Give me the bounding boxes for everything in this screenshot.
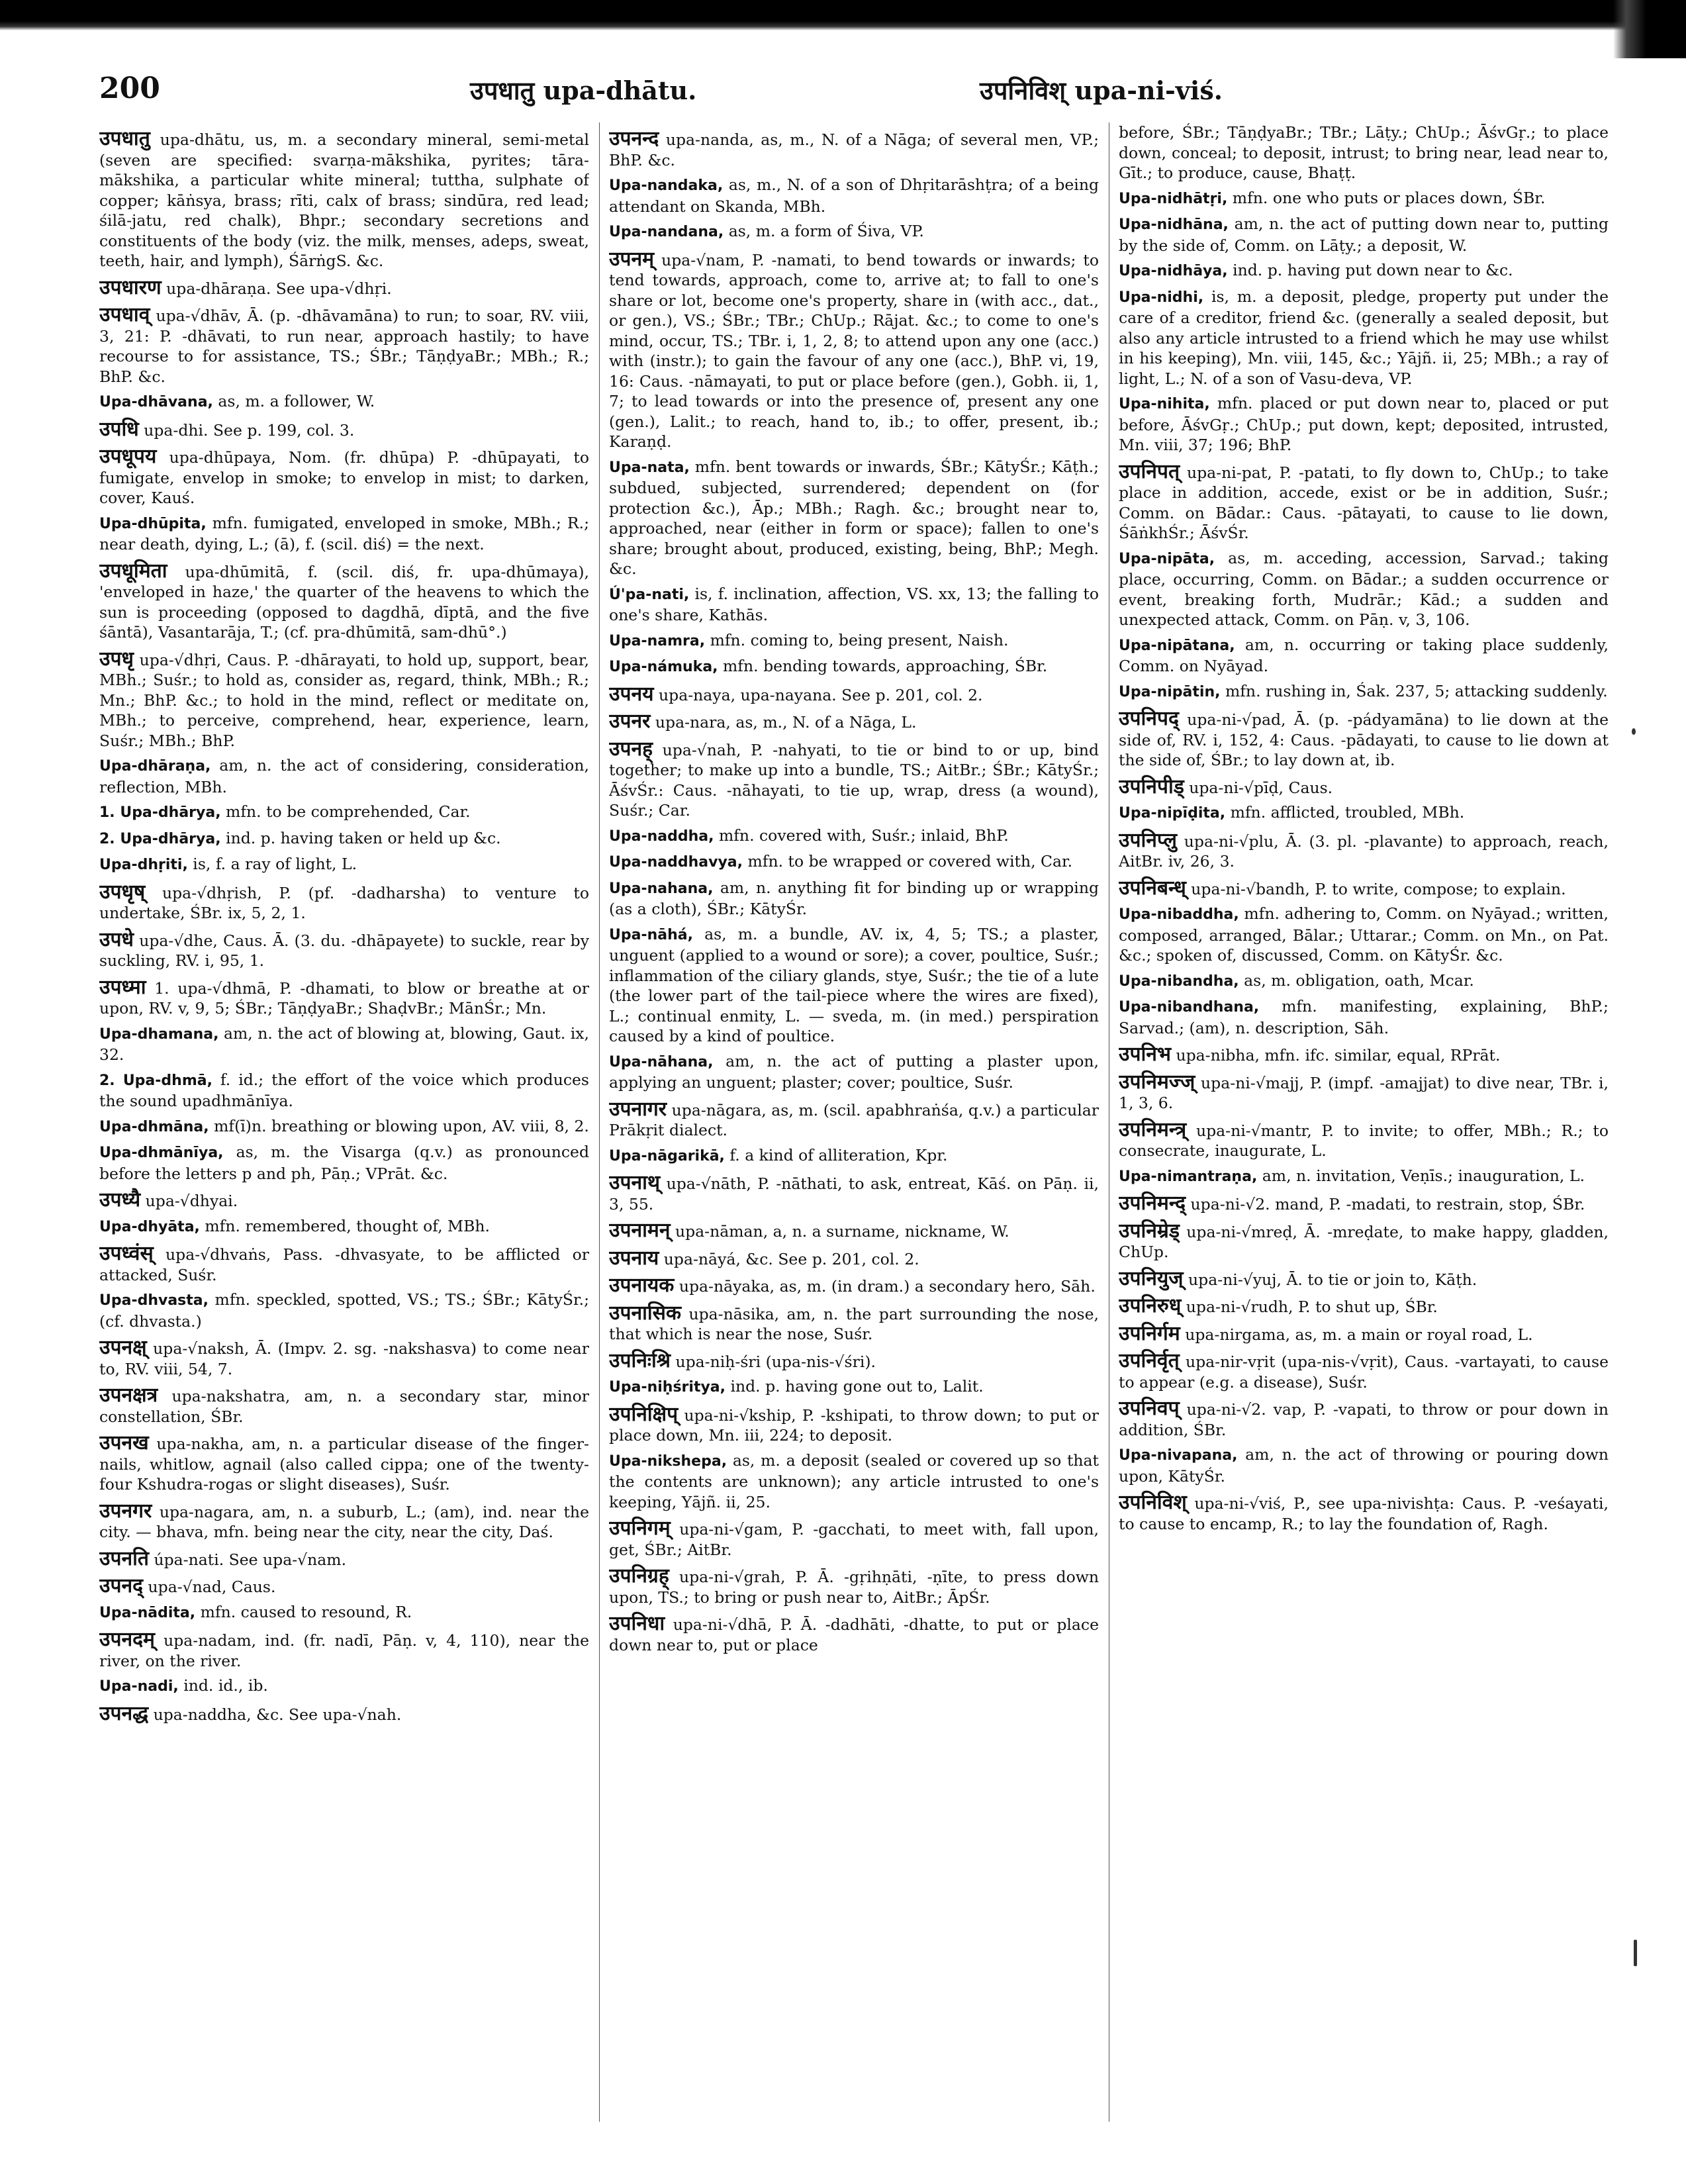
headword: उपनामन् (609, 1219, 671, 1242)
running-head-right: उपनिविश् upa-ni-viś. (980, 75, 1223, 105)
definition-text: mfn. bending towards, approaching, ŚBr. (723, 657, 1048, 675)
definition-text: mfn. manifesting, explaining, BhP.; Sarvad.; (am), n. description, Sāh. (1119, 997, 1609, 1037)
main-entry (99, 417, 589, 441)
headword: उपनख (99, 1431, 149, 1454)
sub-entry (99, 1116, 589, 1138)
main-entry (99, 275, 589, 299)
headword: Upa-nāhá, (609, 926, 693, 943)
definition-text: upa-nāyaka, as, m. (in dram.) a secondary hero, Sāh. (679, 1277, 1096, 1296)
sub-entry (609, 1376, 1099, 1398)
sub-entry (1119, 681, 1609, 703)
headword: Upa-nipātin, (1119, 683, 1221, 700)
sub-entry (99, 1023, 589, 1065)
definition-text: upa-nirgama, as, m. a main or royal road, L. (1185, 1325, 1533, 1344)
definition-text: upa-nadam, ind. (fr. nadī, Pāṇ. v, 4, 110), near the river, on the river. (99, 1631, 589, 1670)
definition-text: mfn. adhering to, Comm. on Nyāyad.; written, composed, arranged, Bālar.; Uttarar.; Comm. on Mn., on Pat. &c.; spoken of, discussed, Comm. on KātyŚr. &c. (1119, 904, 1609, 965)
main-entry (1119, 1399, 1609, 1440)
headword: उपनासिक (609, 1301, 681, 1325)
definition-text: upa-ni-√2. mand, P. -madati, to restrain, stop, ŚBr. (1190, 1195, 1585, 1213)
headword: उपनिर्वृत् (1119, 1349, 1180, 1372)
definition-text: upa-ni-√kship, P. -kshipati, to throw down; to put or place down, Mn. iii, 224; to deposit. (609, 1405, 1099, 1445)
headword: उपनिमज्ज् (1119, 1070, 1195, 1094)
main-entry (99, 305, 589, 387)
main-entry (99, 927, 589, 971)
definition-text: upa-nāyá, &c. See p. 201, col. 2. (663, 1249, 919, 1268)
sub-entry (609, 1145, 1099, 1167)
sub-entry (1119, 996, 1609, 1038)
sub-entry (99, 755, 589, 797)
headword: उपनर (609, 710, 651, 733)
definition-text: upa-nāman, a, n. a surname, nickname, W. (675, 1222, 1009, 1241)
main-entry (609, 712, 1099, 733)
definition-text: upa-√nam, P. -namati, to bend towards or inwards; to tend towards, approach, come to, arrive at; to fall to one's share or lot, become one's property, share in (with acc., dat., or gen.), VS.; ŚBr.; TBr.; ChUp.; Rājat. &c.; to come to one's mind, occur, TS.; TBr. i, 1, 2, 8; to attend upon any one (acc.) with (instr.); to gain the favour of any one (acc.), BhP. vi, 19, 16: Caus. -nāmayati, to put or place before (gen.), Gobh. ii, 1, 7; to lead towards or into the presence of, present any one (gen.), Lalit.; to reach, hand to, ib.; to offer, present, ib.; Karaṇḍ. (609, 250, 1099, 451)
headword: उपधृष् (99, 880, 146, 904)
sub-entry (99, 802, 589, 824)
main-entry (609, 1097, 1099, 1141)
main-entry (1119, 777, 1609, 798)
definition-text: upa-nāsika, am, n. the part surrounding the nose, that which is near the nose, Suśr. (609, 1304, 1099, 1343)
headword: उपनिग्रह् (609, 1564, 669, 1588)
definition-text: is, m. a deposit, pledge, property put under the care of a creditor, friend &c. (generally a sealed deposit, but also any article intrusted to a friend which he may use whilst in his keeping), Mn. viii, 145, &c.; Yājñ. ii, 25; MBh.; a ray of light, L.; N. of a son of Vasu-deva, VP. (1119, 287, 1609, 388)
main-entry (1119, 1296, 1609, 1317)
main-entry (99, 882, 589, 924)
main-entry (609, 1276, 1099, 1297)
main-entry (99, 649, 589, 751)
column-3 (1119, 122, 1609, 2135)
main-entry (1119, 1266, 1609, 1290)
headword: उपनिपद् (1119, 707, 1179, 730)
definition-text: am, n. the act of throwing or pouring down upon, KātyŚr. (1119, 1445, 1609, 1486)
definition-text: ind. p. having put down near to &c. (1233, 261, 1513, 279)
headword: Upa-nikshepa, (609, 1452, 727, 1470)
headword: उपधृ (99, 647, 134, 671)
headword: 1. Upa-dhārya, (99, 804, 221, 821)
definition-text: upa-ni-√yuj, Ā. to tie or join to, Kāṭh. (1188, 1270, 1477, 1289)
main-entry (99, 1546, 589, 1570)
main-entry (99, 1501, 589, 1543)
headword: उपनाथ् (609, 1171, 661, 1194)
main-entry (609, 682, 1099, 706)
sub-entry (99, 1070, 589, 1112)
sub-entry (1119, 260, 1609, 282)
headword: Upa-dhmāna, (99, 1118, 209, 1135)
headword: उपनिविश् (1119, 1491, 1187, 1514)
definition-text: upa-ni-pat, P. -patati, to fly down to, ChUp.; to take place in addition, accede, exist or be in addition, Suśr.; Comm. on Bādar.: Caus. -pātayati, to cause to lie down, ŚāṅkhŚr.; ĀśvŚr. (1119, 463, 1609, 542)
main-entry (609, 1301, 1099, 1345)
definition-text: upa-ni-√pad, Ā. (p. -pádyamāna) to lie down at the side of, RV. i, 152, 4: Caus. -pādayati, to cause to lie down at the side of, ŚBr.; to lay down at, ib. (1119, 710, 1609, 769)
definition-text: am, n. the act of putting a plaster upon, applying an unguent; plaster; cover; poultice, Suśr. (609, 1051, 1099, 1092)
sub-entry (1119, 188, 1609, 210)
headword: उपनक्ष् (99, 1336, 147, 1359)
dictionary-columns (99, 122, 1615, 2135)
definition-text: upa-nir-vṛit (upa-nis-√vṛit), Caus. -vartayati, to cause to appear (e.g. a disease), Suśr. (1119, 1353, 1609, 1392)
headword: 2. Upa-dhārya, (99, 830, 221, 847)
sub-entry (1119, 1166, 1609, 1188)
headword: Upa-nāgarikā, (609, 1147, 725, 1164)
definition-text: upa-√dhāv, Ā. (p. -dhāvamāna) to run; to soar, RV. viii, 3, 21: P. -dhāvati, to run near, approach hastily; to have recourse to for assistance, TS.; ŚBr.; TāṇḍyaBr.; MBh.; R.; BhP. &c. (99, 307, 589, 386)
headword: उपनिधा (609, 1612, 665, 1635)
headword: उपधूमिता (99, 559, 167, 583)
sub-entry (1119, 802, 1609, 824)
headword: Upa-námuka, (609, 659, 718, 675)
definition-text: upa-ni-√viś, P., see upa-nivishṭa: Caus. P. -veśayati, to cause to encamp, R.; to lay the foundation of, Ragh. (1119, 1494, 1609, 1533)
headword: Upa-naddha, (609, 828, 714, 845)
main-entry (609, 1221, 1099, 1242)
headword: उपनिमन्द् (1119, 1192, 1186, 1215)
headword: Upa-nādita, (99, 1604, 196, 1621)
sub-entry (609, 656, 1099, 678)
headword: उपध्मा (99, 975, 146, 999)
definition-text: upa-ni-√rudh, P. to shut up, ŚBr. (1186, 1298, 1438, 1316)
headword: उपनिम्रेड् (1119, 1219, 1180, 1243)
headword: उपधारण (99, 275, 162, 299)
headword: उपनिरुध् (1119, 1294, 1182, 1317)
definition-text: mfn. rushing in, Śak. 237, 5; attacking suddenly. (1225, 681, 1608, 700)
definition-text: úpa-nati. See upa-√nam. (154, 1550, 347, 1569)
headword: उपध्वंस् (99, 1242, 154, 1265)
main-entry (1119, 1117, 1609, 1161)
definition-text: upa-√dhe, Caus. Ā. (3. du. -dhāpayete) to suckle, rear by suckling, RV. i, 95, 1. (99, 931, 589, 970)
definition-text: as, m. acceding, accession, Sarvad.; taking place, occurring, Comm. on Bādar.; a sudden occurrence or event, breaking forth, Mudrār.; Kād.; a sudden and unexpected attack, Comm. on Pāṇ. v, 3, 106. (1119, 548, 1609, 629)
main-entry (99, 1630, 589, 1671)
sub-entry (1119, 393, 1609, 455)
headword: Upa-nibandhana, (1119, 999, 1260, 1016)
definition-text: upa-ni-√majj, P. (impf. -amajjat) to dive near, TBr. i, 1, 3, 6. (1119, 1073, 1609, 1112)
main-entry (99, 447, 589, 508)
definition-text: upa-ni-√gam, P. -gacchati, to meet with, fall upon, get, ŚBr.; AitBr. (609, 1520, 1099, 1559)
headword: उपनाय (609, 1246, 659, 1270)
headword: उपनदम् (99, 1628, 155, 1651)
headword: Upa-nidhātṛi, (1119, 190, 1228, 207)
headword: Upa-nimantraṇa, (1119, 1168, 1258, 1185)
definition-text: upa-naddha, &c. See upa-√nah. (153, 1705, 402, 1724)
main-entry (1119, 1045, 1609, 1066)
sub-entry (1119, 214, 1609, 256)
main-entry (99, 1701, 589, 1725)
headword: Upa-naddhavya, (609, 854, 743, 871)
sub-entry (1119, 287, 1609, 389)
main-entry (99, 1576, 589, 1597)
column-1 (99, 122, 589, 2135)
headword: उपनक्षत्र (99, 1384, 158, 1407)
definition-text: mfn. caused to resound, R. (200, 1602, 412, 1621)
definition-text: mfn. placed or put down near to, placed or put before, ĀśvGṛ.; ChUp.; put down, kept; deposited, intrusted, Mn. viii, 37; 196; BhP. (1119, 394, 1609, 454)
main-entry (609, 1173, 1099, 1214)
headword: उपनगर (99, 1499, 152, 1523)
scan-corner-shadow (1613, 0, 1686, 58)
headword: Upa-nata, (609, 459, 690, 476)
definition-text: am, n. the act of putting down near to, putting by the side of, Comm. on Lāṭy.; a deposit, W. (1119, 214, 1609, 255)
definition-text: am, n. invitation, Veṇīs.; inauguration, L. (1262, 1166, 1585, 1185)
headword: उपनिपत् (1119, 459, 1180, 483)
definition-text: upa-ni-√dhā, P. Ā. -dadhāti, -dhatte, to put or place down near to, put or place (609, 1615, 1099, 1654)
headword: उपनद्ध (99, 1701, 149, 1725)
definition-text: is, f. inclination, affection, VS. xx, 13; the falling to one's share, Kathās. (609, 584, 1099, 624)
definition-text: upa-√nah, P. -nahyati, to tie or bind to or up, bind together; to make up into a bundle, TS.; AitBr.; ŚBr.; KātyŚr.; ĀśvŚr.: Caus. -nāhayati, to tie up, wrap, dress (a wound), Suśr.; Car. (609, 740, 1099, 820)
headword: Upa-dhyāta, (99, 1218, 200, 1235)
definition-text: as, m. a deposit (sealed or covered up so that the contents are unknown); any article intrusted to one's keeping, Yājñ. ii, 25. (609, 1450, 1099, 1511)
headword: Upa-dhāraṇa, (99, 758, 211, 775)
headword: Upa-dhūpita, (99, 515, 207, 532)
headword: उपनिगम् (609, 1517, 671, 1540)
definition-text: f. a kind of alliteration, Kpr. (729, 1145, 948, 1164)
definition-text: mfn. afflicted, troubled, MBh. (1230, 803, 1465, 822)
headword: Upa-nibandha, (1119, 973, 1239, 990)
definition-text: upa-nara, as, m., N. of a Nāga, L. (655, 713, 917, 732)
definition-text: upa-nakshatra, am, n. a secondary star, minor constellation, ŚBr. (99, 1387, 589, 1426)
definition-text: upa-ni-√plu, Ā. (3. pl. -plavante) to approach, reach, AitBr. iv, 26, 3. (1119, 831, 1609, 871)
definition-text: mfn. fumigated, enveloped in smoke, MBh.; R.; near death, dying, L.; (ā), f. (scil. diś) = the next. (99, 513, 589, 553)
definition-text: upa-nibha, mfn. ifc. similar, equal, RPrāt. (1176, 1046, 1501, 1065)
headword: Upa-nidhāya, (1119, 263, 1228, 279)
headword: Upa-nandana, (609, 224, 724, 240)
sub-entry (609, 826, 1099, 847)
headword: 2. Upa-dhmā, (99, 1072, 212, 1089)
definition-text: as, m. obligation, oath, Mcar. (1244, 971, 1474, 990)
main-entry (99, 1338, 589, 1379)
definition-text: upa-dhūmitā, f. (scil. diś, fr. upa-dhūmaya), 'enveloped in haze,' the quarter of the heavens to which the sun is proceeding (opposed to dagdhā, dīptā, and the five śāntā), Vasantarāja, T.; (cf. pra-dhūmitā, sam-dhū°.) (99, 562, 589, 641)
headword: उपनय (609, 682, 654, 706)
definition-text: ind. p. having taken or held up &c. (226, 828, 501, 847)
scan-speck (1634, 1940, 1637, 1966)
definition-text: upa-√dhṛi, Caus. P. -dhārayati, to hold up, support, bear, MBh.; Suśr.; to hold as, consider as, regard, think, MBh.; R.; Mn.; BhP. &c.; to hold in the mind, reflect or meditate on, MBh.; to perceive, comprehend, hear, experience, learn, Suśr.; MBh.; BhP. (99, 650, 589, 750)
sub-entry (99, 1142, 589, 1184)
definition-text: mfn. coming to, being present, Naish. (710, 630, 1009, 649)
sub-entry (609, 221, 1099, 243)
main-entry (99, 1386, 589, 1427)
sub-entry (609, 457, 1099, 579)
headword: Upa-nidhāna, (1119, 216, 1229, 233)
sub-entry (99, 1676, 589, 1697)
definition-text: upa-nanda, as, m., N. of a Nāga; of several men, VP.; BhP. &c. (609, 130, 1099, 169)
main-entry (609, 1519, 1099, 1560)
main-entry (609, 129, 1099, 170)
headword: उपधाव् (99, 303, 150, 326)
definition-text: as, m. the Visarga (q.v.) as pronounced before the letters p and ph, Pāṇ.; VPrāt. &c. (99, 1143, 589, 1183)
main-entry (1119, 1194, 1609, 1215)
headword: उपनियुज् (1119, 1266, 1184, 1290)
sub-entry (99, 391, 589, 413)
main-entry (1119, 1321, 1609, 1345)
definition-text: upa-√dhvaṅs, Pass. -dhvasyate, to be afflicted or attacked, Suśr. (99, 1245, 589, 1284)
definition-text: as, m. a bundle, AV. ix, 4, 5; TS.; a plaster, unguent (applied to a wound or sore); a cover, poultice, Suśr.; inflammation of the ciliary glands, stye, Suśr.; the tie of a lute (the lower part of the tail-piece where the wires are fixed), L.; continual enmity, L. — sveda, m. (in med.) perspiration caused by a kind of poultice. (609, 924, 1099, 1045)
definition-text: am, n. occurring or taking place suddenly, Comm. on Nyāyad. (1119, 635, 1609, 675)
main-entry (609, 247, 1099, 452)
headword: Upa-dhmānīya, (99, 1145, 224, 1161)
definition-text: upa-nāgara, as, m. (scil. apabhraṅśa, q.v.) a particular Prākṛit dialect. (609, 1100, 1099, 1139)
main-entry (1119, 1493, 1609, 1534)
main-entry (99, 561, 589, 643)
sub-entry (609, 175, 1099, 216)
headword: उपनागर (609, 1097, 667, 1121)
definition-text: upa-ni-√pīḍ, Caus. (1189, 778, 1333, 797)
sub-entry (1119, 904, 1609, 966)
definition-text: mfn. speckled, spotted, VS.; TS.; ŚBr.; KātyŚr.; (cf. dhvasta.) (99, 1290, 589, 1331)
definition-text: upa-nakha, am, n. a particular disease of the finger-nails, whitlow, agnail (also called cippa; one of the twenty-four Kshudra-rogas or slight diseases), Suśr. (99, 1435, 589, 1494)
headword: Upa-dhamana, (99, 1025, 219, 1043)
headword: उपनायक (609, 1274, 675, 1297)
headword: Upa-dhāvana, (99, 394, 213, 410)
definition-text: mf(ī)n. breathing or blowing upon, AV. viii, 8, 2. (214, 1116, 589, 1135)
scan-edge-shadow (0, 0, 1686, 30)
definition-text: upa-ni-√bandh, P. to write, compose; to explain. (1191, 879, 1566, 898)
headword: Ú'pa-nati, (609, 586, 690, 603)
main-entry (1119, 1072, 1609, 1114)
headword: Upa-nihita, (1119, 396, 1210, 412)
definition-text: mfn. to be wrapped or covered with, Car. (747, 852, 1073, 871)
sub-entry (99, 828, 589, 850)
sub-entry (609, 584, 1099, 626)
headword: Upa-nivapana, (1119, 1447, 1238, 1464)
definition-text: upa-dhāraṇa. See upa-√dhṛi. (166, 279, 392, 298)
definition-text: upa-ni-√mantr, P. to invite; to offer, MBh.; R.; to consecrate, inaugurate, L. (1119, 1121, 1609, 1160)
headword: Upa-nadi, (99, 1678, 179, 1695)
continued-entry (1119, 122, 1609, 183)
headword: उपनिमन्त्र् (1119, 1117, 1187, 1141)
definition-text: as, m. a form of Śiva, VP. (728, 222, 924, 240)
definition-text: as, m. a follower, W. (218, 392, 375, 410)
main-entry (609, 1566, 1099, 1607)
column-2 (609, 122, 1099, 2135)
headword: उपनिवप् (1119, 1397, 1180, 1420)
definition-text: mfn. one who puts or places down, ŚBr. (1232, 188, 1546, 207)
headword: Upa-nibaddha, (1119, 906, 1239, 923)
scan-speck (1632, 728, 1636, 735)
headword: Upa-dhvasta, (99, 1292, 209, 1309)
sub-entry (99, 1216, 589, 1238)
headword: Upa-nahana, (609, 880, 714, 897)
definition-text: 1. upa-√dhmā, P. -dhamati, to blow or breathe at or upon, RV. v, 9, 5; ŚBr.; TāṇḍyaBr.; ShaḍvBr.; MānŚr.; Mn. (99, 978, 589, 1018)
main-entry (1119, 878, 1609, 900)
main-entry (609, 1246, 1099, 1270)
main-entry (1119, 828, 1609, 872)
headword: उपनह् (609, 737, 653, 761)
definition-text: upa-√naksh, Ā. (Impv. 2. sg. -nakshasva) to come near to, RV. viii, 54, 7. (99, 1339, 589, 1378)
sub-entry (609, 630, 1099, 652)
sub-entry (99, 854, 589, 876)
definition-text: upa-dhi. See p. 199, col. 3. (144, 420, 355, 440)
headword: उपधूपय (99, 445, 157, 468)
headword: उपनिबन्ध् (1119, 876, 1186, 900)
sub-entry (99, 513, 589, 555)
sub-entry (1119, 548, 1609, 630)
definition-text: upa-niḥ-śri (upa-nis-√śri). (675, 1352, 876, 1371)
headword: Upa-namra, (609, 632, 706, 649)
headword: Upa-nāhana, (609, 1053, 714, 1070)
definition-text: am, n. the act of considering, consideration, reflection, MBh. (99, 756, 589, 796)
main-entry (609, 1402, 1099, 1446)
headword: उपनिःश्रि (609, 1349, 671, 1372)
headword: उपनिप्लु (1119, 828, 1178, 852)
headword: उपधे (99, 927, 134, 951)
sub-entry (609, 1051, 1099, 1093)
sub-entry (1119, 1445, 1609, 1486)
main-entry (609, 1614, 1099, 1655)
headword: उपधि (99, 417, 139, 441)
running-head-left: उपधातु upa-dhātu. (470, 75, 697, 105)
definition-text: mfn. remembered, thought of, MBh. (205, 1216, 490, 1235)
definition-text: upa-naya, upa-nayana. See p. 201, col. 2. (659, 685, 983, 704)
definition-text: upa-ni-√grah, P. Ā. -gṛihṇāti, -ṇīte, to press down upon, TS.; to bring or push near to, AitBr.; ĀpŚr. (609, 1568, 1099, 1607)
main-entry (99, 129, 589, 271)
sub-entry (99, 1290, 589, 1331)
sub-entry (1119, 971, 1609, 992)
definition-text: upa-dhūpaya, Nom. (fr. dhūpa) P. -dhūpayati, to fumigate, envelop in smoke; to envelop in mist; to darken, cover, Kauś. (99, 448, 589, 507)
definition-text: ind. p. having gone out to, Lalit. (730, 1377, 984, 1396)
definition-text: ind. id., ib. (183, 1676, 268, 1695)
sub-entry (609, 1450, 1099, 1513)
definition-text: is, f. a ray of light, L. (193, 855, 357, 873)
headword: उपनिक्षिप् (609, 1402, 679, 1426)
headword: Upa-dhṛiti, (99, 857, 188, 873)
headword: उपनिभ (1119, 1043, 1171, 1066)
sub-entry (609, 851, 1099, 873)
definition-text: mfn. covered with, Suśr.; inlaid, BhP. (718, 826, 1009, 845)
headword: उपनद् (99, 1574, 144, 1597)
main-entry (1119, 459, 1609, 544)
headword: उपनम् (609, 247, 655, 271)
definition-text: before, ŚBr.; TāṇḍyaBr.; TBr.; Lāṭy.; ChUp.; ĀśvGṛ.; to place down, conceal; to deposit, intrust; to bring near, lead near to, Gīt.; to produce, cause, Bhaṭṭ. (1119, 123, 1609, 182)
headword: उपनिपीड् (1119, 775, 1184, 798)
main-entry (1119, 1351, 1609, 1392)
headword: उपनिर्गम (1119, 1321, 1180, 1345)
definition-text: f. id.; the effort of the voice which produces the sound upadhmānīya. (99, 1070, 589, 1110)
headword: उपनति (99, 1546, 149, 1570)
definition-text: upa-dhātu, us, m. a secondary mineral, semi-metal (seven are specified: svarṇa-mākshika, pyrites; tāra-mākshika, a particular white mineral; tuttha, sulphate of copper; kāṅsya, brass; rīti, calx of brass; sindūra, red lead; śilā-jatu, red chalk), Bhpr.; secondary secretions and constituents of the body (viz. the milk, menses, adeps, sweat, teeth, hair, and lymph), ŚārṅgS. &c. (99, 130, 589, 270)
headword: Upa-nipāta, (1119, 550, 1215, 567)
definition-text: am, n. anything fit for binding up or wrapping (as a cloth), ŚBr.; KātyŚr. (609, 878, 1099, 918)
definition-text: mfn. bent towards or inwards, ŚBr.; KātyŚr.; Kāṭh.; subdued, subjected, surrendered; dependent on (for protection &c.), Āp.; MBh.; Ragh. &c.; brought near to, approached, near (either in form or space); fallen to one's share; brought about, produced, existing, being, BhP.; Megh. &c. (609, 457, 1099, 578)
main-entry (99, 1190, 589, 1211)
column-divider (599, 122, 600, 2122)
page-header (99, 71, 1615, 118)
headword: Upa-niḥśritya, (609, 1379, 726, 1396)
headword: Upa-nandaka, (609, 177, 724, 194)
headword: Upa-nipātana, (1119, 637, 1235, 654)
definition-text: as, m., N. of a son of Dhṛitarāshṭra; of a being attendant on Skanda, MBh. (609, 175, 1099, 216)
sub-entry (1119, 635, 1609, 677)
definition-text: upa-√nad, Caus. (148, 1578, 276, 1596)
definition-text: upa-ni-√2. vap, P. -vapati, to throw or pour down in addition, ŚBr. (1119, 1400, 1609, 1439)
sub-entry (609, 878, 1099, 920)
headword: उपधातु (99, 127, 150, 150)
definition-text: upa-√dhṛish, P. (pf. -dadharsha) to venture to undertake, ŚBr. ix, 5, 2, 1. (99, 883, 589, 922)
main-entry (99, 1244, 589, 1285)
headword: Upa-nidhi, (1119, 289, 1204, 306)
headword: Upa-nipīḍita, (1119, 805, 1226, 822)
definition-text: upa-√dhyai. (145, 1192, 238, 1210)
definition-text: mfn. to be comprehended, Car. (226, 802, 471, 821)
main-entry (1119, 709, 1609, 771)
headword: उपनन्द (609, 127, 659, 150)
definition-text: upa-nagara, am, n. a suburb, L.; (am), ind. near the city. — bhava, mfn. being near the city, near the city, Daś. (99, 1502, 589, 1541)
sub-entry (609, 924, 1099, 1047)
page-number: 200 (99, 71, 160, 105)
main-entry (99, 975, 589, 1019)
sub-entry (99, 1602, 589, 1624)
main-entry (609, 739, 1099, 821)
main-entry (99, 1433, 589, 1495)
main-entry (1119, 1221, 1609, 1262)
definition-text: upa-√nāth, P. -nāthati, to ask, entreat, Kāś. on Pāṇ. ii, 3, 55. (609, 1174, 1099, 1213)
definition-text: am, n. the act of blowing at, blowing, Gaut. ix, 32. (99, 1023, 589, 1064)
headword: उपध्यै (99, 1188, 141, 1211)
definition-text: upa-ni-√mreḍ, Ā. -mreḍate, to make happy, gladden, ChUp. (1119, 1222, 1609, 1261)
main-entry (609, 1351, 1099, 1372)
